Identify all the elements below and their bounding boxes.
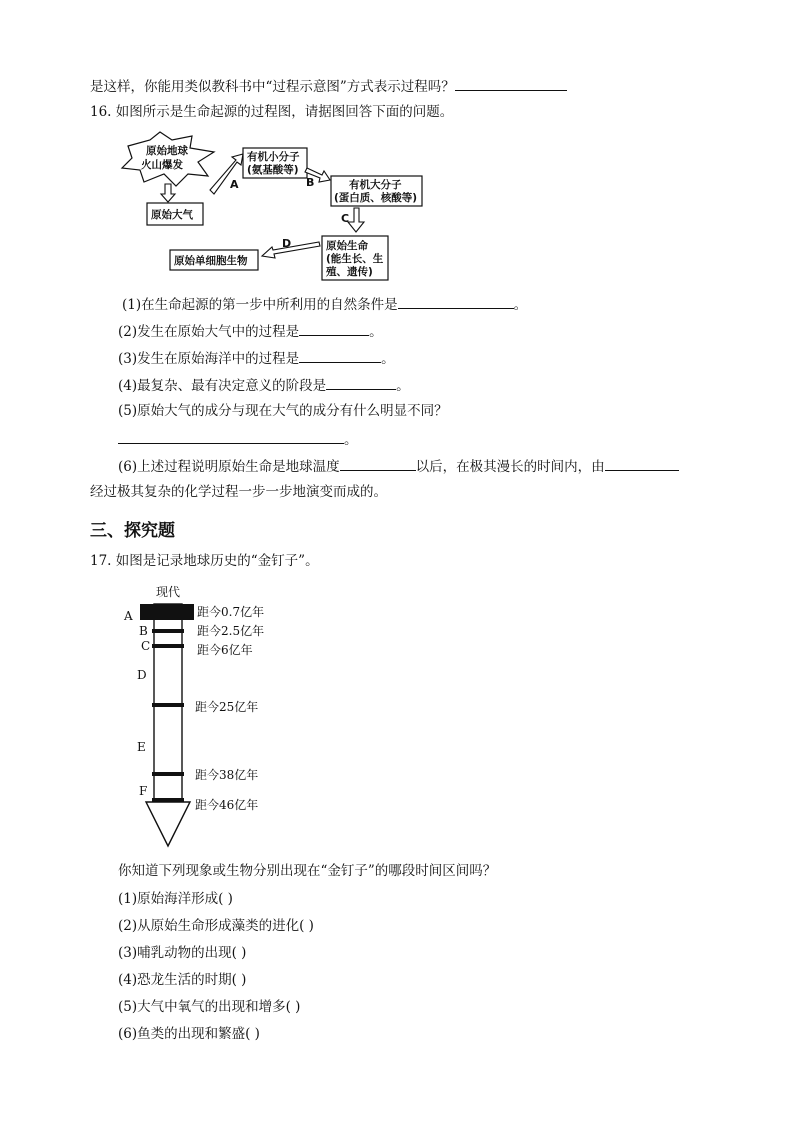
time-b: 距今2.5亿年 — [197, 624, 265, 638]
q16-sub5-answer: 。 — [118, 429, 358, 449]
answer-blank[interactable] — [605, 456, 679, 471]
q16-sub4: (4)最复杂、最有决定意义的阶段是 。 — [118, 375, 410, 395]
band-c — [152, 644, 184, 648]
small-molecule-label-2: (氨基酸等) — [247, 164, 299, 176]
spike-head — [140, 604, 194, 620]
q16-sub2: (2)发生在原始大气中的过程是 。 — [118, 321, 383, 341]
atmosphere-label: 原始大气 — [151, 209, 193, 221]
answer-blank[interactable] — [455, 76, 567, 91]
band-e — [152, 772, 184, 776]
q17-item-4: (4)恐龙生活的时期( ) — [118, 972, 247, 988]
q17-ask: 你知道下列现象或生物分别出现在“金钉子”的哪段时间区间吗？ — [118, 863, 497, 879]
section-title: 三、探究题 — [90, 521, 175, 541]
answer-blank[interactable] — [299, 321, 369, 336]
q16-sub3: (3)发生在原始海洋中的过程是 。 — [118, 348, 395, 368]
q16-stem: 16. 如图所示是生命起源的过程图，请据图回答下面的问题。 — [90, 104, 454, 120]
answer-blank[interactable] — [326, 375, 396, 390]
life-origin-diagram — [0, 128, 794, 318]
time-f: 距今46亿年 — [195, 798, 259, 812]
time-c: 距今6亿年 — [197, 643, 253, 657]
letter-d: D — [137, 668, 147, 682]
label-c: C — [341, 212, 350, 225]
letter-e: E — [137, 740, 146, 754]
label-a: A — [230, 178, 239, 191]
intro-line — [90, 76, 567, 96]
band-d — [152, 703, 184, 707]
spike-tip — [146, 802, 190, 846]
small-molecule-label-1: 有机小分子 — [247, 151, 300, 163]
primitive-life-label-3: 殖、遗传) — [326, 266, 373, 278]
letter-b: B — [139, 624, 148, 638]
label-modern: 现代 — [156, 585, 181, 599]
arrow-c — [348, 208, 364, 232]
time-e: 距今38亿年 — [195, 768, 259, 782]
letter-c: C — [141, 639, 151, 653]
q17-stem: 17. 如图是记录地球历史的“金钉子”。 — [90, 553, 319, 569]
q16-sub5: (5)原始大气的成分与现在大气的成分有什么明显不同？ — [118, 403, 448, 419]
arrow-down-1 — [161, 184, 175, 202]
q17-item-1: (1)原始海洋形成( ) — [118, 891, 233, 907]
letter-f: F — [139, 784, 148, 798]
large-molecule-label-2: (蛋白质、核酸等) — [334, 192, 418, 204]
answer-blank[interactable] — [398, 294, 514, 309]
answer-blank[interactable] — [299, 348, 381, 363]
q17-item-6: (6)鱼类的出现和繁盛( ) — [118, 1026, 260, 1042]
time-d: 距今25亿年 — [195, 700, 259, 714]
time-a: 距今0.7亿年 — [197, 605, 265, 619]
answer-blank[interactable] — [118, 429, 344, 444]
large-molecule-label-1: 有机大分子 — [349, 179, 402, 191]
q17-item-5: (5)大气中氧气的出现和增多( ) — [118, 999, 301, 1015]
band-b — [152, 629, 184, 633]
q16-sub1: (1)在生命起源的第一步中所利用的自然条件是 。 — [122, 294, 527, 314]
primitive-life-label-2: (能生长、生 — [326, 253, 384, 265]
q17-item-2: (2)从原始生命形成藻类的进化( ) — [118, 918, 314, 934]
label-b: B — [306, 176, 315, 189]
volcano-label-2: 火山爆发 — [141, 159, 183, 171]
golden-spike-diagram — [0, 576, 794, 856]
label-d: D — [282, 237, 292, 250]
volcano-label-1: 原始地球 — [146, 145, 188, 157]
spike-shaft — [154, 604, 182, 800]
primitive-life-label-1: 原始生命 — [326, 240, 368, 252]
unicellular-label: 原始单细胞生物 — [174, 255, 248, 267]
q16-sub6-continued: 经过极其复杂的化学过程一步一步地演变而成的。 — [90, 484, 387, 500]
q17-item-3: (3)哺乳动物的出现( ) — [118, 945, 247, 961]
intro-text: 是这样，你能用类似教科书中“过程示意图”方式表示过程吗？ — [90, 79, 455, 95]
letter-a: A — [124, 609, 133, 623]
q16-sub6: (6)上述过程说明原始生命是地球温度 以后，在极其漫长的时间内，由 — [118, 456, 679, 476]
answer-blank[interactable] — [340, 456, 416, 471]
